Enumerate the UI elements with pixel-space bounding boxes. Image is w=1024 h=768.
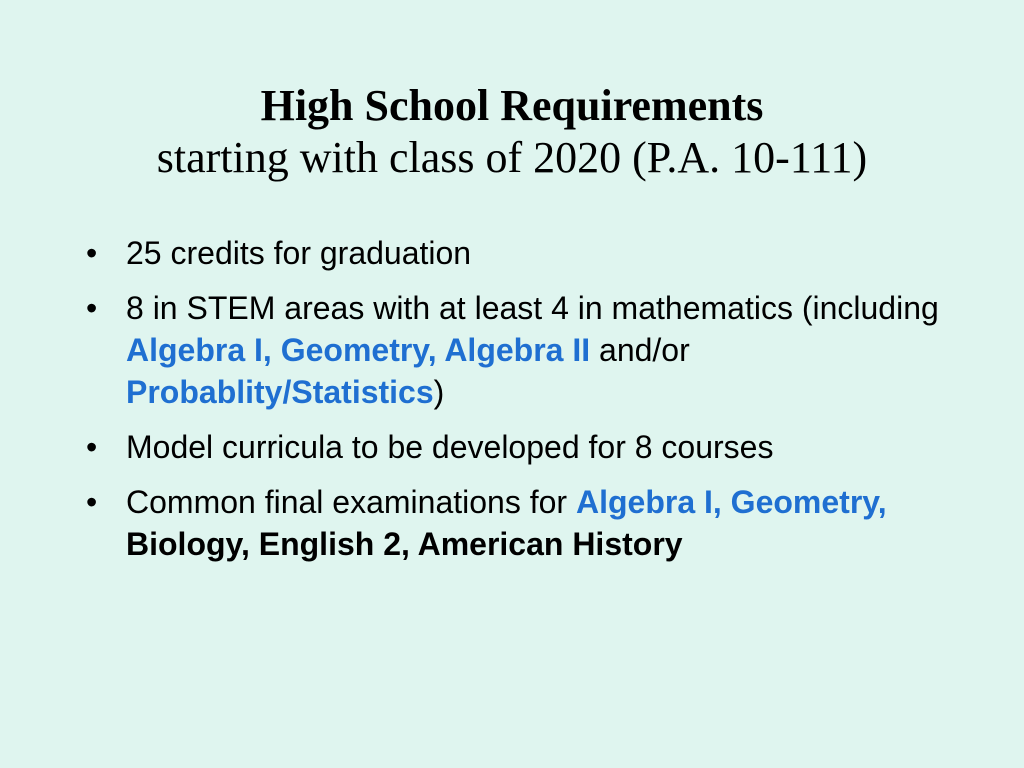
bullet-item-exams (86, 481, 966, 565)
slide-subtitle: starting with class of 2020 (P.A. 10-111) (156, 133, 868, 182)
bullet-dot-icon: • (86, 235, 98, 271)
bullet-text: and/or (590, 332, 690, 368)
bullet-dot-icon: • (86, 484, 98, 520)
bullet-item-stem (86, 287, 966, 413)
bold-subjects: Biology, English 2, American History (126, 526, 683, 562)
bullet-text: 25 credits for graduation (126, 235, 472, 271)
bullet-text: Common final examinations for (126, 484, 576, 520)
bullet-list (86, 232, 966, 578)
bullet-item-curricula (86, 426, 966, 468)
highlight-course: Probablity/Statistics (126, 374, 434, 410)
bullet-text: Model curricula to be developed for 8 courses (126, 429, 774, 465)
bullet-dot-icon: • (86, 429, 98, 465)
slide-title-block (0, 80, 1024, 184)
bullet-text: 8 in STEM areas with at least 4 in mathematics (including (126, 290, 939, 326)
bullet-text: ) (433, 374, 445, 410)
slide-title: High School Requirements (260, 81, 764, 130)
highlight-courses: Algebra I, Geometry, Algebra II (126, 332, 591, 368)
bullet-item-credits (86, 232, 966, 274)
highlight-courses: Algebra I, Geometry, (575, 484, 887, 520)
bullet-dot-icon: • (86, 290, 98, 326)
